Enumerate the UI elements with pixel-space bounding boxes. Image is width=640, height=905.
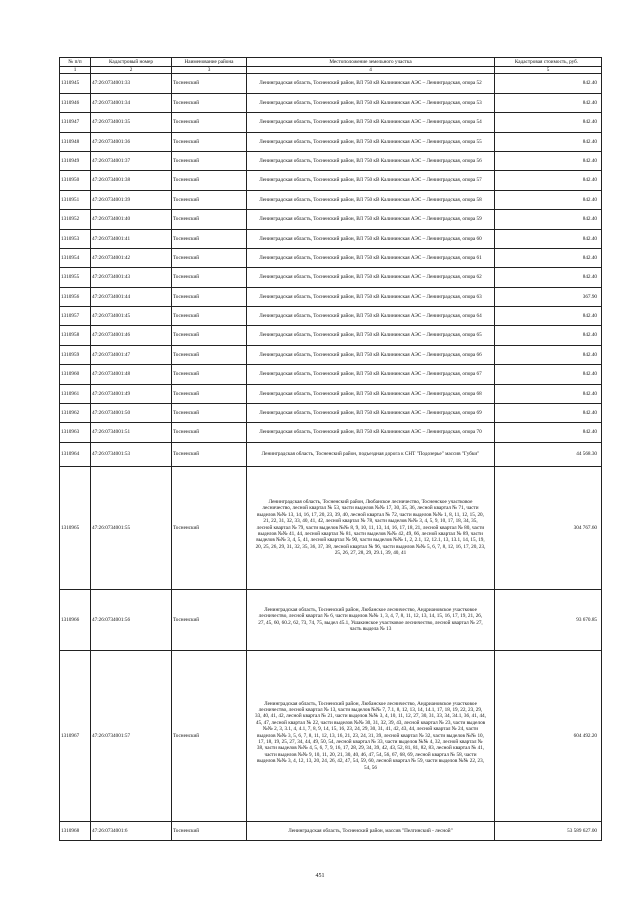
row-num: 1310952 bbox=[60, 210, 91, 229]
row-num: 1310958 bbox=[60, 326, 91, 345]
row-value: 842.40 bbox=[495, 93, 602, 112]
row-district: Тосненский bbox=[172, 345, 247, 364]
table-row bbox=[60, 171, 602, 190]
row-cadnum: 47:26:0734001:57 bbox=[91, 650, 172, 821]
row-value: 604 492.20 bbox=[495, 650, 602, 821]
header-row bbox=[60, 58, 602, 67]
row-district: Тосненский bbox=[172, 190, 247, 209]
row-value: 93 670.85 bbox=[495, 589, 602, 650]
row-num: 1310948 bbox=[60, 132, 91, 151]
table-row bbox=[60, 326, 602, 345]
row-value: 842.40 bbox=[495, 190, 602, 209]
row-cadnum: 47:26:0734001:34 bbox=[91, 93, 172, 112]
row-num: 1310960 bbox=[60, 365, 91, 384]
row-num: 1310965 bbox=[60, 466, 91, 589]
row-district: Тосненский bbox=[172, 151, 247, 170]
row-value: 842.40 bbox=[495, 151, 602, 170]
row-district: Тосненский bbox=[172, 442, 247, 466]
row-cadnum: 47:26:0734001:55 bbox=[91, 466, 172, 589]
row-location: Ленинградская область, Тосненский район, ВЛ 750 кВ Калининская АЭС – Ленинградская, опора 68 bbox=[247, 384, 495, 403]
row-num: 1310954 bbox=[60, 248, 91, 267]
row-district: Тосненский bbox=[172, 93, 247, 112]
row-location: Ленинградская область, Тосненский район, ВЛ 750 кВ Калининская АЭС – Ленинградская, опора 61 bbox=[247, 248, 495, 267]
row-cadnum: 47:26:0734001:56 bbox=[91, 589, 172, 650]
cadastral-table bbox=[59, 57, 602, 841]
row-district: Тосненский bbox=[172, 650, 247, 821]
column-number: 2 bbox=[91, 67, 172, 74]
row-value: 842.40 bbox=[495, 132, 602, 151]
row-district: Тосненский bbox=[172, 287, 247, 306]
row-district: Тосненский bbox=[172, 268, 247, 287]
row-district: Тосненский bbox=[172, 307, 247, 326]
row-location: Ленинградская область, Тосненский район, ВЛ 750 кВ Калининская АЭС – Ленинградская, опора 67 bbox=[247, 365, 495, 384]
row-location: Ленинградская область, Тосненский район, Любанское лесничество, Андриановское участковое лесничество, лесной квартал № 6, части выделов №№ 1, 3, 4, 7, 8, 11, 12, 13, 14, 15, 16, 17, 19, 21, 26, 27, 45, 60, 60.2, 62, 73, 74, 75, выдел 45.1, Ушакинское участковое лесничество, лесной квартал № 27, часть выдела № 13 bbox=[247, 589, 495, 650]
row-cadnum: 47:26:0734001:51 bbox=[91, 423, 172, 442]
row-cadnum: 47:26:0734001:41 bbox=[91, 229, 172, 248]
table-row bbox=[60, 287, 602, 306]
row-location: Ленинградская область, Тосненский район, ВЛ 750 кВ Калининская АЭС – Ленинградская, опора 62 bbox=[247, 268, 495, 287]
row-cadnum: 47:26:0734001:38 bbox=[91, 171, 172, 190]
row-district: Тосненский bbox=[172, 466, 247, 589]
table-row bbox=[60, 248, 602, 267]
row-location: Ленинградская область, Тосненский район, ВЛ 750 кВ Калининская АЭС – Ленинградская, опора 53 bbox=[247, 93, 495, 112]
row-value: 842.40 bbox=[495, 210, 602, 229]
row-value: 842.40 bbox=[495, 307, 602, 326]
row-location: Ленинградская область, Тосненский район, ВЛ 750 кВ Калининская АЭС – Ленинградская, опора 66 bbox=[247, 345, 495, 364]
row-cadnum: 47:26:0734001:43 bbox=[91, 268, 172, 287]
row-cadnum: 47:26:0734001:48 bbox=[91, 365, 172, 384]
row-location: Ленинградская область, Тосненский район, ВЛ 750 кВ Калининская АЭС – Ленинградская, опора 59 bbox=[247, 210, 495, 229]
row-location: Ленинградская область, Тосненский район, подъездная дорога к СНТ "Подозерье" массив "Губки" bbox=[247, 442, 495, 466]
row-value: 53 589 627.00 bbox=[495, 821, 602, 840]
table-row bbox=[60, 650, 602, 821]
row-value: 304 767.60 bbox=[495, 466, 602, 589]
row-num: 1310962 bbox=[60, 404, 91, 423]
row-district: Тосненский bbox=[172, 113, 247, 132]
row-cadnum: 47:26:0734001:44 bbox=[91, 287, 172, 306]
row-value: 842.40 bbox=[495, 171, 602, 190]
table-row bbox=[60, 307, 602, 326]
row-value: 367.90 bbox=[495, 287, 602, 306]
row-num: 1310959 bbox=[60, 345, 91, 364]
row-num: 1310968 bbox=[60, 821, 91, 840]
row-value: 842.40 bbox=[495, 365, 602, 384]
row-district: Тосненский bbox=[172, 365, 247, 384]
row-value: 842.40 bbox=[495, 345, 602, 364]
row-location: Ленинградская область, Тосненский район, ВЛ 750 кВ Калининская АЭС – Ленинградская, опора 70 bbox=[247, 423, 495, 442]
row-location: Ленинградская область, Тосненский район, ВЛ 750 кВ Калининская АЭС – Ленинградская, опора 55 bbox=[247, 132, 495, 151]
table-row bbox=[60, 821, 602, 840]
row-num: 1310955 bbox=[60, 268, 91, 287]
row-num: 1310957 bbox=[60, 307, 91, 326]
row-district: Тосненский bbox=[172, 404, 247, 423]
column-number: 3 bbox=[172, 67, 247, 74]
row-location: Ленинградская область, Тосненский район, ВЛ 750 кВ Калининская АЭС – Ленинградская, опора 60 bbox=[247, 229, 495, 248]
row-cadnum: 47:26:0734001:40 bbox=[91, 210, 172, 229]
row-district: Тосненский bbox=[172, 210, 247, 229]
row-value: 842.40 bbox=[495, 248, 602, 267]
table-row bbox=[60, 190, 602, 209]
row-district: Тосненский bbox=[172, 326, 247, 345]
row-location: Ленинградская область, Тосненский район, ВЛ 750 кВ Калининская АЭС – Ленинградская, опора 57 bbox=[247, 171, 495, 190]
row-cadnum: 47:26:0734001:36 bbox=[91, 132, 172, 151]
table-row bbox=[60, 466, 602, 589]
row-location: Ленинградская область, Тосненский район, ВЛ 750 кВ Калининская АЭС – Ленинградская, опора 54 bbox=[247, 113, 495, 132]
row-num: 1310966 bbox=[60, 589, 91, 650]
row-value: 842.40 bbox=[495, 113, 602, 132]
row-cadnum: 47:26:0734001:33 bbox=[91, 74, 172, 93]
table-row bbox=[60, 589, 602, 650]
row-district: Тосненский bbox=[172, 171, 247, 190]
row-value: 842.40 bbox=[495, 268, 602, 287]
row-num: 1310947 bbox=[60, 113, 91, 132]
row-cadnum: 47:26:0734001:47 bbox=[91, 345, 172, 364]
row-cadnum: 47:26:0734001:46 bbox=[91, 326, 172, 345]
row-value: 842.40 bbox=[495, 423, 602, 442]
header-num: № п/п bbox=[60, 58, 91, 67]
row-num: 1310963 bbox=[60, 423, 91, 442]
table-row bbox=[60, 268, 602, 287]
table-row bbox=[60, 384, 602, 403]
row-value: 842.40 bbox=[495, 404, 602, 423]
row-location: Ленинградская область, Тосненский район, Любанское лесничество, Андриановское участковое лесничество, лесной квартал № 13, части выделов №№ 7, 7.1, 8, 12, 13, 14, 14.1, 17, 18, 19, 22, 23, 29, 33, 40, 41, 42, лесной квартал № 21, части выделов №№ 3, 4, 10, 11, 12, 27, 30, 31, 33, 34, 34.1, 36, 41, 44, 45, 47, лесной квартал № 22, части выделов №№ 30, 31, 32, 39, 43, лесной квартал № 23, части выделов №№ 2, 3, 3.1, 4, 4.1, 7, 8, 9, 14, 15, 16, 23, 24, 29, 30, 31, 41, 42, 43, 44, лесной квартал № 24, части выделов №№ 3, 5, 6, 7, 8, 11, 12, 13, 16, 21, 23, 24, 31, 39, лесной квартал № 32, части выделов №№ 10, 17, 18, 19, 25, 27, 34, 44, 49, 50, 54, лесной квартал № 33, части выделов №№ 4, 32, лесной квартал № 38, части выделов №№ 4, 5, 6, 7, 9, 16, 17, 28, 29, 34, 39, 42, 43, 52, 81, 81, 82, 83, лесной квартал № 41, части выделов №№ 9, 10, 11, 20, 21, 30, 40, 46, 47, 54, 56, 67, 68, 69, лесной квартал № 58, части выделов №№ 3, 4, 12, 13, 20, 24, 26, 42, 47, 54, 59, 60, лесной квартал № 59, части выделов №№ 22, 23, 54, 56 bbox=[247, 650, 495, 821]
row-cadnum: 47:26:0734001:53 bbox=[91, 442, 172, 466]
row-num: 1310951 bbox=[60, 190, 91, 209]
row-location: Ленинградская область, Тосненский район, Любанское лесничество, Тосненское участковое лесничество, лесной квартал № 53, части выделов №№ 17, 30, 35, 36, лесной квартал № 71, части выделов №№ 13, 14, 16, 17, 20, 23, 39, 40, лесной квартал № 72, части выделов №№ 1, 8, 11, 12, 15, 20, 21, 22, 31, 32, 33, 40, 41, 42, лесной квартал № 78, части выделов №№ 3, 4, 5, 9, 10, 17, 18, 34, 35, лесной квартал № 79, части выделов №№ 8, 9, 10, 11, 13, 14, 16, 17, 18, 21, лесной квартал № 80, части выделов №№ 41, 44, лесной квартал № 81, части выделов №№ 42, 49, 66, лесной квартал № 89, части выделов №№ 3, 4, 5, 41, лесной квартал № 90, части выделов №№ 1, 2, 2.1, 12, 12.1, 13, 13.1, 14, 15, 19, 20, 25, 26, 29, 31, 32, 35, 36, 37, 38, лесной квартал № 96, части выделов №№ 5, 6, 7, 8, 12, 16, 17, 20, 23, 25, 26, 27, 28, 29, 29.1, 39, 40, 41 bbox=[247, 466, 495, 589]
row-cadnum: 47:26:0734001:50 bbox=[91, 404, 172, 423]
row-num: 1310953 bbox=[60, 229, 91, 248]
row-value: 842.40 bbox=[495, 74, 602, 93]
row-location: Ленинградская область, Тосненский район, ВЛ 750 кВ Калининская АЭС – Ленинградская, опора 52 bbox=[247, 74, 495, 93]
row-location: Ленинградская область, Тосненский район, ВЛ 750 кВ Калининская АЭС – Ленинградская, опора 65 bbox=[247, 326, 495, 345]
table-row bbox=[60, 210, 602, 229]
table-row bbox=[60, 442, 602, 466]
row-num: 1310961 bbox=[60, 384, 91, 403]
row-num: 1310946 bbox=[60, 93, 91, 112]
row-num: 1310950 bbox=[60, 171, 91, 190]
row-num: 1310956 bbox=[60, 287, 91, 306]
row-cadnum: 47:26:0734001:39 bbox=[91, 190, 172, 209]
table-row bbox=[60, 132, 602, 151]
row-district: Тосненский bbox=[172, 384, 247, 403]
table-row bbox=[60, 365, 602, 384]
row-value: 842.40 bbox=[495, 326, 602, 345]
header-cadnum: Кадастровый номер bbox=[91, 58, 172, 67]
header-district: Наименование района bbox=[172, 58, 247, 67]
row-cadnum: 47:26:0734001:45 bbox=[91, 307, 172, 326]
header-value: Кадастровая стоимость, руб. bbox=[495, 58, 602, 67]
row-value: 44 568.30 bbox=[495, 442, 602, 466]
row-location: Ленинградская область, Тосненский район, ВЛ 750 кВ Калининская АЭС – Ленинградская, опора 69 bbox=[247, 404, 495, 423]
column-number-row bbox=[60, 67, 602, 74]
row-location: Ленинградская область, Тосненский район, ВЛ 750 кВ Калининская АЭС – Ленинградская, опора 63 bbox=[247, 287, 495, 306]
row-cadnum: 47:26:0734001:6 bbox=[91, 821, 172, 840]
row-value: 842.40 bbox=[495, 384, 602, 403]
row-district: Тосненский bbox=[172, 132, 247, 151]
row-location: Ленинградская область, Тосненский район, ВЛ 750 кВ Калининская АЭС – Ленинградская, опора 64 bbox=[247, 307, 495, 326]
table-row bbox=[60, 151, 602, 170]
table-row bbox=[60, 404, 602, 423]
row-location: Ленинградская область, Тосненский район, ВЛ 750 кВ Калининская АЭС – Ленинградская, опора 58 bbox=[247, 190, 495, 209]
table-row bbox=[60, 229, 602, 248]
table-row bbox=[60, 113, 602, 132]
row-district: Тосненский bbox=[172, 589, 247, 650]
row-num: 1310949 bbox=[60, 151, 91, 170]
row-district: Тосненский bbox=[172, 248, 247, 267]
row-num: 1310967 bbox=[60, 650, 91, 821]
table-row bbox=[60, 74, 602, 93]
row-district: Тосненский bbox=[172, 229, 247, 248]
row-cadnum: 47:26:0734001:37 bbox=[91, 151, 172, 170]
page-number: 451 bbox=[315, 873, 325, 879]
header-location: Местоположение земельного участка bbox=[247, 58, 495, 67]
row-value: 842.40 bbox=[495, 229, 602, 248]
row-cadnum: 47:26:0734001:42 bbox=[91, 248, 172, 267]
row-district: Тосненский bbox=[172, 821, 247, 840]
table-row bbox=[60, 93, 602, 112]
column-number: 1 bbox=[60, 67, 91, 74]
table-row bbox=[60, 345, 602, 364]
row-district: Тосненский bbox=[172, 423, 247, 442]
row-num: 1310964 bbox=[60, 442, 91, 466]
column-number: 5 bbox=[495, 67, 602, 74]
column-number: 4 bbox=[247, 67, 495, 74]
table-row bbox=[60, 423, 602, 442]
row-location: Ленинградская область, Тосненский район, ВЛ 750 кВ Калининская АЭС – Ленинградская, опора 56 bbox=[247, 151, 495, 170]
row-cadnum: 47:26:0734001:35 bbox=[91, 113, 172, 132]
row-num: 1310945 bbox=[60, 74, 91, 93]
row-location: Ленинградская область, Тосненский район, массив "Пелгинский - лесной" bbox=[247, 821, 495, 840]
row-district: Тосненский bbox=[172, 74, 247, 93]
row-cadnum: 47:26:0734001:49 bbox=[91, 384, 172, 403]
